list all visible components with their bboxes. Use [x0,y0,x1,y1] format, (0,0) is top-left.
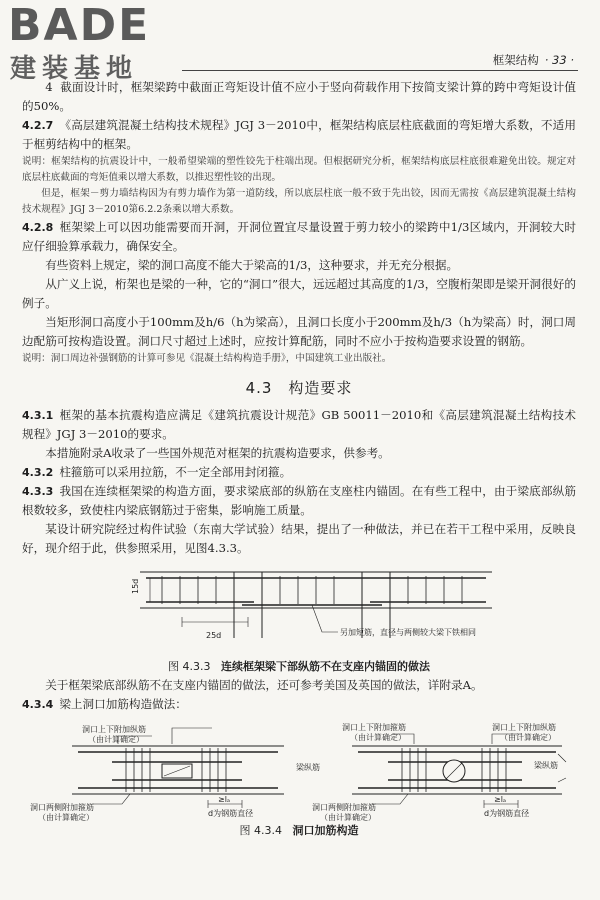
paragraph-4-2-8-b: 有些资料上规定，梁的洞口高度不能大于梁高的1/3，这种要求，并无充分根据。 [45,258,459,272]
item-number: 4 [45,80,53,94]
clause-number: 4.3.3 [22,485,54,498]
clause-number: 4.2.8 [22,221,54,234]
running-header [493,52,574,68]
paragraph-4-3-3-c: 关于框架梁底部纵筋不在支座内锚固的做法，还可参考美国及英国的做法，详附录A。 [45,678,483,692]
figure-4-3-3 [22,562,576,658]
paragraph-text: 截面设计时，框架梁跨中截面正弯矩设计值不应小于竖向荷载作用下按简支梁计算的跨中弯矩设计值的50%。 [22,80,576,113]
figure-4-3-4-drawing [22,718,576,822]
right-top-label-2b: （由计算确定） [500,733,556,742]
left-bottom-label: 洞口两侧附加箍筋 [30,803,94,812]
right-dim-la: ≥lₐ [494,795,507,804]
label-15d: 15d [131,578,140,594]
right-bottom-label: 洞口两侧附加箍筋 [312,803,376,812]
logo-chinese: 建装基地 [10,54,139,84]
clause-number: 4.3.1 [22,409,54,422]
right-dim-d: d为钢筋直径 [484,809,530,818]
label-25d: 25d [206,631,222,640]
page-number: · 33 · [544,53,574,67]
clause-number: 4.2.7 [22,119,54,132]
clause-number: 4.3.2 [22,466,54,479]
header-section: 框架结构 [492,53,539,67]
page-body [22,78,576,840]
caption-text: 洞口加筋构造 [292,824,359,837]
logo-latin: BADE [8,0,151,51]
clause-4-3-2 [22,463,576,482]
clause-text: 梁上洞口加筋构造做法： [59,697,187,711]
left-top-label: 洞口上下附加纵筋 [82,725,146,734]
right-side-label: 梁纵筋 [534,761,558,770]
clause-4-3-1 [22,406,576,444]
note-4-2-7-b: 但是，框架－剪力墙结构因为有剪力墙作为第一道防线，所以底层柱底一般不致于先出铰，因而无需按《高层建筑混凝土结构技术规程》JGJ 3－2010第6.2.2条乘以增大系数。 [22,188,576,215]
caption-number: 图 4.3.3 [168,660,211,673]
clause-4-2-8 [22,218,576,256]
paragraph-4-3-1-b: 本措施附录A收录了一些国外规范对框架的抗震构造要求，供参考。 [45,446,390,460]
note-4-2-7-a: 说明：框架结构的抗震设计中，一般希望梁端的塑性铰先于柱端出现。但根据研究分析，框架结构底层柱底很难避免出铰。规定对底层柱底截面的弯矩值乘以增大系数，以推迟塑性铰的出现。 [22,156,576,183]
left-dim-la: ≥lₐ [218,795,231,804]
figure-4-3-4 [22,718,576,822]
clause-4-3-4 [22,695,576,714]
clause-text: 《高层建筑混凝土结构技术规程》JGJ 3－2010中，框架结构底层柱底截面的弯矩增大系数，不适用于框剪结构中的框架。 [22,118,576,151]
clause-text: 框架的基本抗震构造应满足《建筑抗震设计规范》GB 50011－2010和《高层建筑混凝土结构技术规程》JGJ 3－2010的要求。 [22,408,576,441]
figure-4-3-3-drawing [22,562,576,658]
logo [6,0,176,88]
left-top-label-2: （由计算确定） [88,735,144,744]
right-top-label-2: 洞口上下附加纵筋 [492,723,556,732]
paragraph-4-3-3-b: 某设计研究院经过构件试验（东南大学试验）结果，提出了一种做法，并已在若干工程中采用，反映良好，现介绍于此，供参照采用，见图4.3.3。 [22,522,576,555]
clause-4-3-3 [22,482,576,520]
callout-short-bar: 另加短筋，直径与两侧较大梁下铁相同 [340,628,476,637]
paragraph-4-2-8-d: 当矩形洞口高度小于100mm及h/6（h为梁高），且洞口长度小于200mm及h/3（h为梁高）时，洞口周边配筋可按构造设置。洞口尺寸超过上述时，应按计算配筋，同时不应小于按构造要求设置的钢筋。 [22,315,576,348]
left-bottom-label-2: （由计算确定） [38,813,94,822]
paragraph-4-2-8-c: 从广义上说，桁架也是梁的一种，它的“洞口”很大，远远超过其高度的1/3，空腹桁架即是梁开洞很好的例子。 [22,277,576,310]
clause-text: 我国在连续框架梁的构造方面，要求梁底部的纵筋在支座柱内锚固。在有些工程中，由于梁底部纵筋根数较多，致使柱内梁底钢筋过于密集，影响施工质量。 [22,484,576,517]
right-top-label-1b: （由计算确定） [350,733,406,742]
right-top-label-1: 洞口上下附加箍筋 [342,723,406,732]
clause-number: 4.3.4 [22,698,54,711]
clause-4-2-7 [22,116,576,154]
left-side-label: 梁纵筋 [296,763,320,772]
right-bottom-label-2: （由计算确定） [320,813,376,822]
left-dim-d: d为钢筋直径 [208,809,254,818]
paragraph-4 [22,78,576,116]
clause-text: 框架梁上可以因功能需要而开洞，开洞位置宜尽量设置于剪力较小的梁跨中1/3区域内，开洞较大时应仔细验算承载力，确保安全。 [22,220,576,253]
caption-4-3-3 [22,658,576,676]
caption-4-3-4 [22,822,576,840]
clause-text: 柱箍筋可以采用拉筋，不一定全部用封闭箍。 [59,465,292,479]
note-4-2-8: 说明：洞口周边补强钢筋的计算可参见《混凝土结构构造手册》，中国建筑工业出版社。 [22,353,392,364]
caption-text: 连续框架梁下部纵筋不在支座内锚固的做法 [221,660,430,673]
caption-number: 图 4.3.4 [239,824,282,837]
header-rule [182,70,578,71]
section-title: 4.3 构造要求 [245,379,353,397]
